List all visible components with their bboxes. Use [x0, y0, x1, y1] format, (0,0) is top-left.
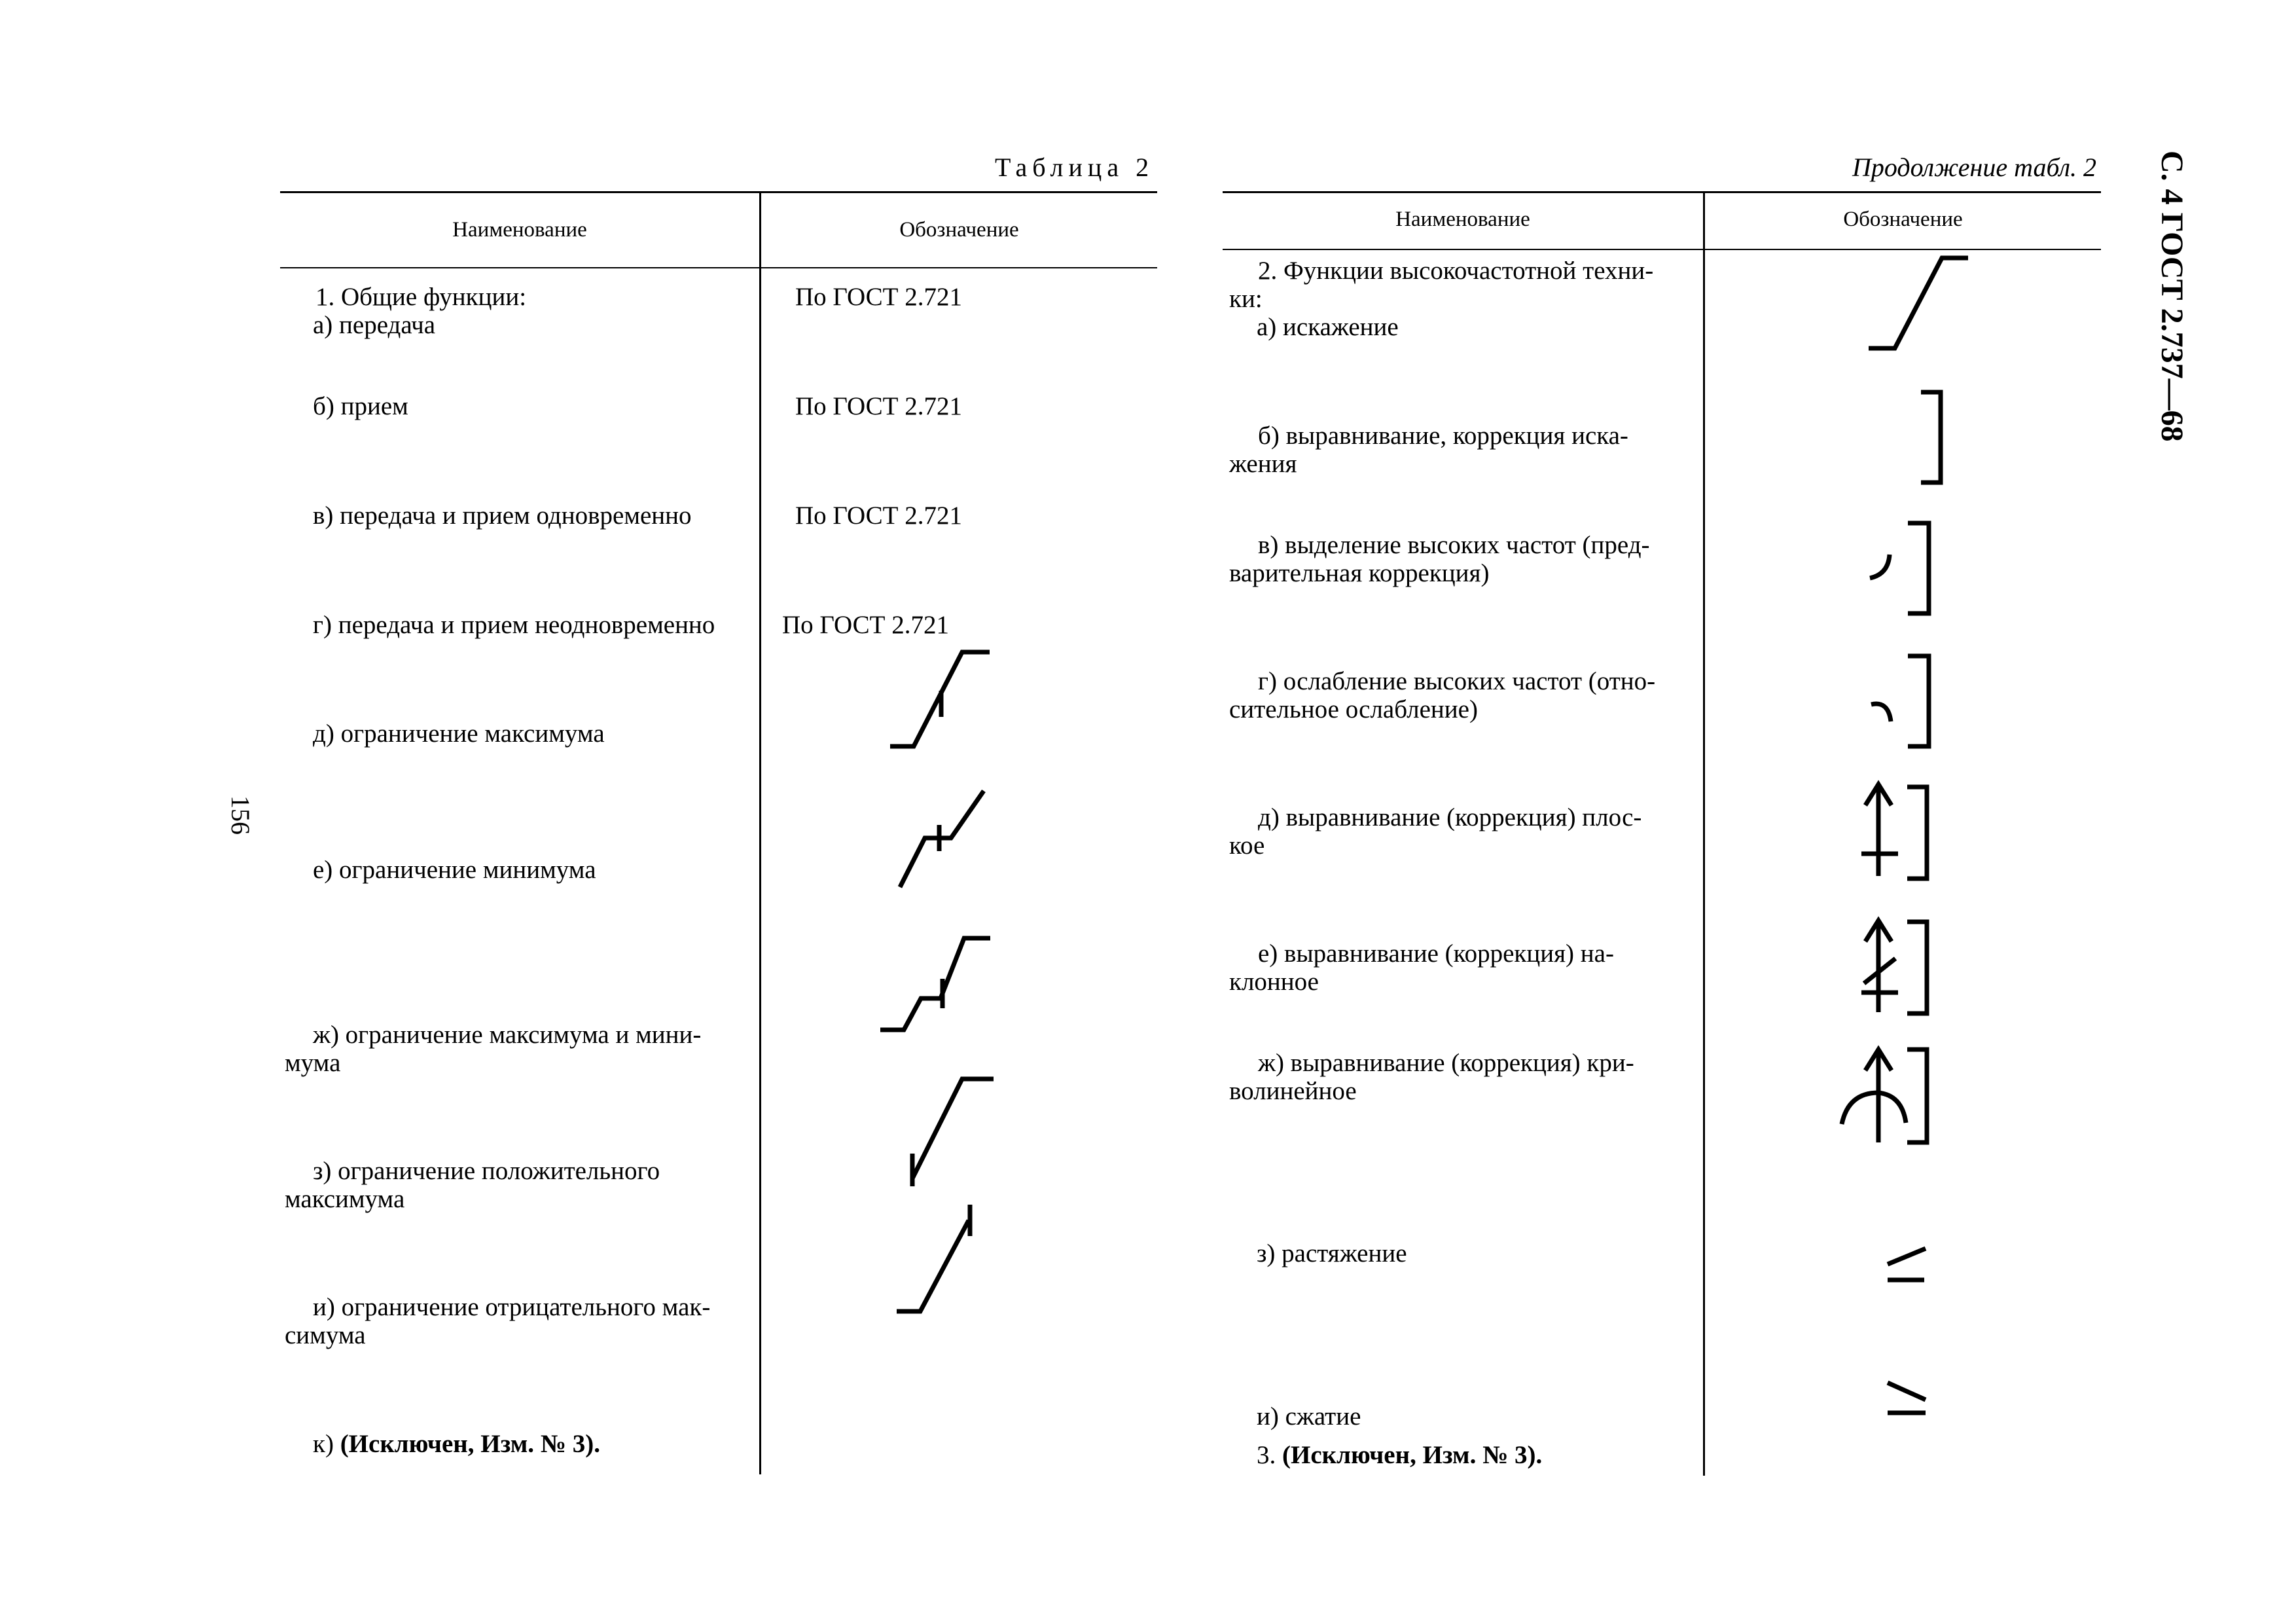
right-table-header-rule	[1223, 249, 2101, 250]
side-label: С. 4 ГОСТ 2.737—68	[2155, 151, 2189, 442]
right-row-2-line1: 2. Функции высокочастотной техни-	[1258, 257, 1654, 285]
left-row-i-line2: симума	[285, 1321, 366, 1349]
left-row-k-note: (Исключен, Изм. № 3).	[340, 1430, 600, 1458]
right-header-symbol: Обозначение	[1843, 208, 1963, 231]
slope-correction-symbol	[1852, 915, 1944, 1020]
page-number: 156	[226, 795, 255, 835]
left-header-name: Наименование	[452, 218, 587, 242]
left-table-caption: Таблица 2	[995, 153, 1155, 182]
left-row-z-line2: максимума	[285, 1185, 405, 1213]
right-row-d-line2: кое	[1229, 831, 1265, 860]
left-row-1a-text: а) передача	[313, 311, 436, 339]
distortion-symbol	[1869, 255, 1973, 354]
right-row-3-text	[1257, 1442, 1542, 1469]
right-table-column-divider	[1703, 191, 1705, 1476]
left-row-v-text: в) передача и прием одновременно	[313, 501, 692, 530]
right-table-top-rule	[1223, 191, 2101, 193]
left-row-g-text: г) передача и прием неодновременно	[313, 611, 715, 639]
right-row-3-prefix: 3.	[1257, 1441, 1276, 1469]
left-row-k-prefix: к)	[313, 1430, 334, 1458]
left-row-1-value: По ГОСТ 2.721	[795, 283, 962, 311]
high-freq-emphasis-symbol	[1869, 520, 1947, 619]
right-row-d-line1: д) выравнивание (коррекция) плос-	[1258, 803, 1642, 831]
right-row-b-line1: б) выравнивание, коррекция иска-	[1258, 422, 1628, 450]
flat-correction-symbol	[1852, 779, 1944, 884]
right-row-a-text: а) искажение	[1257, 313, 1399, 341]
right-row-e-line1: е) выравнивание (коррекция) на-	[1258, 939, 1614, 968]
curvilinear-correction-symbol	[1839, 1044, 1944, 1149]
right-row-2-line2: ки:	[1229, 285, 1263, 313]
left-row-b-text: б) прием	[313, 392, 408, 420]
limit-max-min-symbol	[880, 933, 1011, 1038]
left-row-z-line1: з) ограничение положительного	[313, 1157, 660, 1185]
left-row-b-value: По ГОСТ 2.721	[795, 392, 962, 420]
right-row-v-line1: в) выделение высоких частот (пред-	[1258, 531, 1650, 559]
limit-min-symbol-draw	[900, 792, 992, 890]
right-row-3-note: (Исключен, Изм. № 3).	[1282, 1441, 1543, 1469]
left-row-e-text: е) ограничение минимума	[313, 856, 596, 884]
right-row-g-line1: г) ослабление высоких частот (отно-	[1258, 667, 1656, 695]
limit-negative-max-symbol	[897, 1205, 995, 1319]
limit-positive-max-symbol	[910, 1074, 1001, 1192]
left-row-v-value: По ГОСТ 2.721	[795, 501, 962, 530]
page-number-wrap	[226, 795, 259, 854]
right-row-b-line2: жения	[1229, 450, 1297, 478]
high-freq-attenuation-symbol	[1869, 653, 1947, 752]
left-row-k-text	[313, 1431, 600, 1458]
left-row-zh-line2: мума	[285, 1049, 341, 1077]
right-table-caption: Продолжение табл. 2	[1852, 153, 2097, 182]
left-header-symbol: Обозначение	[899, 218, 1019, 242]
left-row-d-text: д) ограничение максимума	[313, 720, 605, 748]
left-row-1-heading: 1. Общие функции:	[315, 283, 527, 311]
compression-symbol	[1885, 1383, 1937, 1422]
right-row-i-text: и) сжатие	[1257, 1402, 1361, 1431]
left-row-zh-line1: ж) ограничение максимума и мини-	[313, 1021, 702, 1049]
expansion-symbol	[1885, 1247, 1937, 1286]
right-row-e-line2: клонное	[1229, 968, 1319, 996]
right-row-g-line2: сительное ослабление)	[1229, 695, 1478, 723]
right-row-zh-line1: ж) выравнивание (коррекция) кри-	[1258, 1049, 1634, 1077]
left-row-g-value: По ГОСТ 2.721	[782, 611, 949, 639]
right-row-zh-line2: волинейное	[1229, 1077, 1357, 1105]
distortion-correction-symbol	[1895, 390, 1947, 488]
right-row-v-line2: варительная коррекция)	[1229, 559, 1490, 587]
right-row-z-text: з) растяжение	[1257, 1239, 1407, 1267]
left-table-top-rule	[280, 191, 1157, 193]
limit-max-symbol	[890, 648, 995, 753]
left-row-i-line1: и) ограничение отрицательного мак-	[313, 1293, 711, 1321]
left-table-header-rule	[280, 267, 1157, 268]
right-header-name: Наименование	[1395, 208, 1530, 231]
left-table-column-divider	[759, 191, 761, 1474]
